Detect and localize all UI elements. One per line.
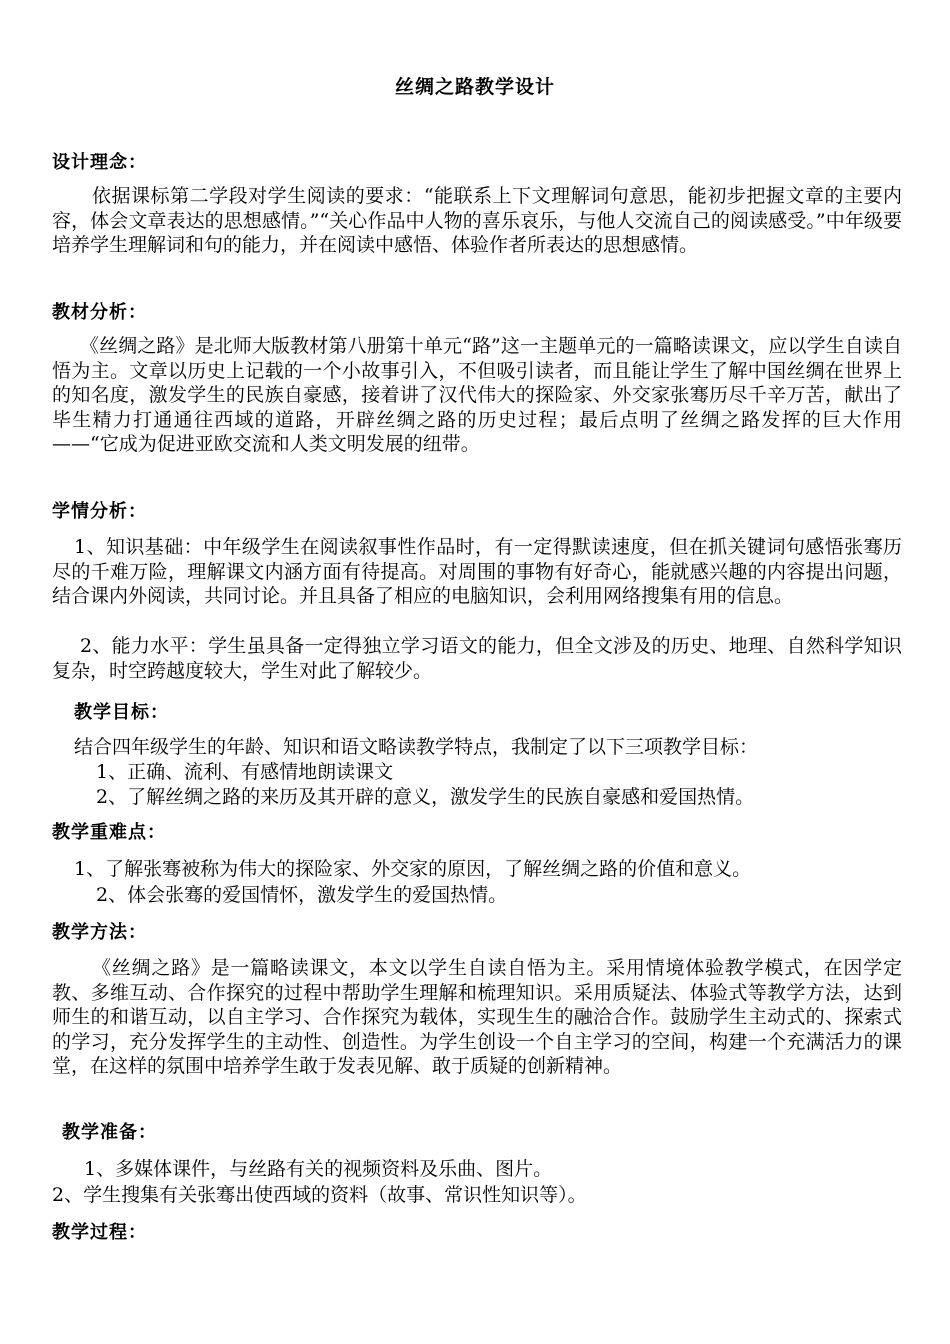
heading-key-points: 教学重难点：	[52, 822, 166, 843]
student-analysis-item-2: 2、能力水平：学生虽具备一定得独立学习语文的能力，但全文涉及的历史、地理、自然科学知识复杂，时空跨越度较大，学生对此了解较少。	[52, 635, 902, 682]
heading-design-concept: 设计理念：	[52, 152, 147, 173]
preparation-item-2: 2、学生搜集有关张骞出使西域的资料（故事、常识性知识等）。	[52, 1184, 587, 1206]
teaching-goals-intro: 结合四年级学生的年龄、知识和语文略读教学特点，我制定了以下三项教学目标：	[74, 736, 759, 758]
key-point-2: 2、体会张骞的爱国情怀，激发学生的爱国热情。	[96, 884, 508, 906]
heading-process: 教学过程：	[52, 1222, 147, 1243]
teaching-methods-paragraph: 《丝绸之路》是一篇略读课文，本文以学生自读自悟为主。采用情境体验教学模式，在因学定教、多维互动、合作探究的过程中帮助学生理解和梳理知识。采用质疑法、体验式等教学方法，达到师生的和谐互动，以自主学习、合作探究为载体，实现生生的融洽合作。鼓励学生主动式的、探索式的学习，充分发挥学生的主动性、创造性。为学生创设一个自主学习的空间，构建一个充满活力的课堂，在这样的氛围中培养学生敢于发表见解、敢于质疑的创新精神。	[52, 957, 902, 1077]
document-title: 丝绸之路教学设计	[394, 76, 555, 98]
teaching-goal-1: 1、正确、流利、有感情地朗读课文	[96, 761, 394, 783]
heading-teaching-goals: 教学目标：	[74, 702, 169, 723]
heading-preparation: 教学准备：	[62, 1122, 157, 1143]
teaching-goal-2: 2、了解丝绸之路的来历及其开辟的意义，激发学生的民族自豪感和爱国热情。	[96, 786, 755, 808]
design-concept-paragraph: 依据课标第二学段对学生阅读的要求：“能联系上下文理解词句意思，能初步把握文章的主要内容，体会文章表达的思想感情。”“关心作品中人物的喜乐哀乐，与他人交流自己的阅读感受。”中年级要培养学生理解词和句的能力，并在阅读中感悟、体验作者所表达的思想感情。	[52, 185, 902, 256]
textbook-analysis-paragraph: 《丝绸之路》是北师大版教材第八册第十单元“路”这一主题单元的一篇略读课文，应以学生自读自悟为主。文章以历史上记载的一个小故事引入，不但吸引读者，而且能让学生了解中国丝绸在世界上的知名度，激发学生的民族自豪感，接着讲了汉代伟大的探险家、外交家张骞历尽千辛万苦，献出了毕生精力打通通往西域的道路，开辟丝绸之路的历史过程；最后点明了丝绸之路发挥的巨大作用——“它成为促进亚欧交流和人类文明发展的纽带。	[52, 335, 902, 455]
key-point-1: 1、了解张骞被称为伟大的探险家、外交家的原因，了解丝绸之路的价值和意义。	[74, 858, 752, 880]
heading-textbook-analysis: 教材分析：	[52, 302, 147, 323]
preparation-item-1: 1、多媒体课件，与丝路有关的视频资料及乐曲、图片。	[84, 1158, 553, 1180]
heading-student-analysis: 学情分析：	[52, 501, 147, 522]
heading-teaching-methods: 教学方法：	[52, 922, 147, 943]
student-analysis-item-1: 1、知识基础：中年级学生在阅读叙事性作品时，有一定得默读速度，但在抓关键词句感悟张骞历尽的千难万险，理解课文内涵方面有待提高。对周围的事物有好奇心，能就感兴趣的内容提出问题，结合课内外阅读，共同讨论。并且具备了相应的电脑知识，会利用网络搜集有用的信息。	[52, 536, 902, 607]
